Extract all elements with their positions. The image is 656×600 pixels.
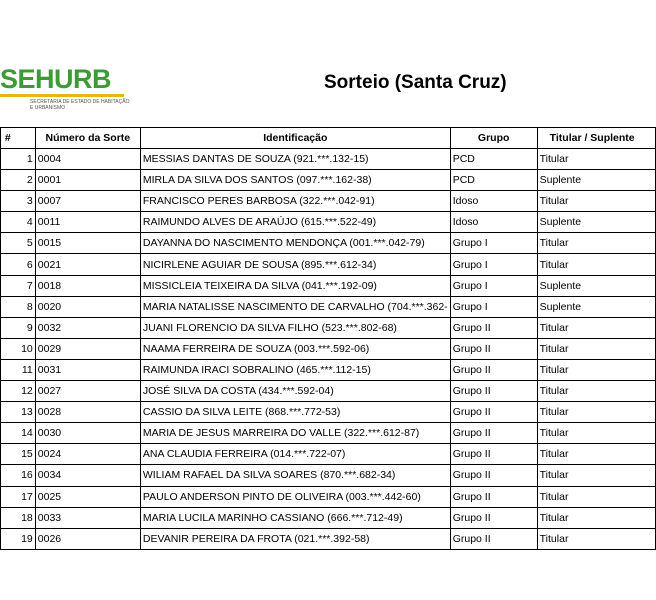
table-row [1,444,656,465]
row-group: Grupo II [450,359,537,380]
row-identification: DAYANNA DO NASCIMENTO MENDONÇA (001.***.042-79) [140,233,450,254]
table-row [1,465,656,486]
row-identification: PAULO ANDERSON PINTO DE OLIVEIRA (003.***.442-60) [140,486,450,507]
row-lucky-number: 0021 [35,254,140,275]
row-holder-substitute: Titular [537,338,655,359]
row-group: Grupo II [450,338,537,359]
row-group: Grupo II [450,381,537,402]
row-group: Grupo II [450,444,537,465]
table-row [1,528,656,549]
table-row [1,359,656,380]
table-row [1,423,656,444]
row-group: Grupo II [450,486,537,507]
table-row [1,507,656,528]
row-group: PCD [450,170,537,191]
table-row [1,275,656,296]
column-header-group: Grupo [450,128,537,149]
row-lucky-number: 0029 [35,338,140,359]
row-holder-substitute: Titular [537,486,655,507]
table-row [1,212,656,233]
row-group: Grupo II [450,317,537,338]
row-holder-substitute: Titular [537,528,655,549]
row-index: 5 [1,233,36,254]
row-identification: CASSIO DA SILVA LEITE (868.***.772-53) [140,402,450,423]
row-holder-substitute: Titular [537,423,655,444]
row-lucky-number: 0032 [35,317,140,338]
row-lucky-number: 0033 [35,507,140,528]
row-identification: MIRLA DA SILVA DOS SANTOS (097.***.162-38) [140,170,450,191]
table-row [1,233,656,254]
draw-results-table [0,127,656,550]
table-row [1,149,656,170]
row-holder-substitute: Titular [537,233,655,254]
row-holder-substitute: Titular [537,444,655,465]
row-holder-substitute: Titular [537,317,655,338]
column-header-lucky-number: Número da Sorte [35,128,140,149]
row-index: 14 [1,423,36,444]
row-identification: MARIA NATALISSE NASCIMENTO DE CARVALHO (704.***.362- [140,296,450,317]
row-identification: NICIRLENE AGUIAR DE SOUSA (895.***.612-34) [140,254,450,275]
row-identification: JUANI FLORENCIO DA SILVA FILHO (523.***.802-68) [140,317,450,338]
row-group: Grupo II [450,528,537,549]
row-lucky-number: 0007 [35,191,140,212]
row-index: 13 [1,402,36,423]
row-lucky-number: 0011 [35,212,140,233]
row-index: 1 [1,149,36,170]
row-holder-substitute: Suplente [537,212,655,233]
logo-underline [0,94,124,97]
row-lucky-number: 0030 [35,423,140,444]
row-identification: RAIMUNDA IRACI SOBRALINO (465.***.112-15) [140,359,450,380]
row-holder-substitute: Titular [537,191,655,212]
row-index: 4 [1,212,36,233]
row-holder-substitute: Titular [537,149,655,170]
row-identification: WILIAM RAFAEL DA SILVA SOARES (870.***.682-34) [140,465,450,486]
table-row [1,254,656,275]
table-row [1,338,656,359]
row-lucky-number: 0034 [35,465,140,486]
row-lucky-number: 0027 [35,381,140,402]
row-identification: RAIMUNDO ALVES DE ARAÚJO (615.***.522-49) [140,212,450,233]
row-lucky-number: 0018 [35,275,140,296]
table-header-row [1,128,656,149]
table-row [1,402,656,423]
row-index: 11 [1,359,36,380]
row-group: Idoso [450,191,537,212]
sehurb-logo [0,64,130,111]
table-row [1,317,656,338]
row-lucky-number: 0004 [35,149,140,170]
column-header-index: # [1,128,36,149]
row-index: 10 [1,338,36,359]
row-lucky-number: 0024 [35,444,140,465]
row-index: 7 [1,275,36,296]
row-holder-substitute: Suplente [537,296,655,317]
row-identification: ANA CLAUDIA FERREIRA (014.***.722-07) [140,444,450,465]
row-group: Grupo II [450,402,537,423]
row-group: PCD [450,149,537,170]
row-group: Grupo II [450,423,537,444]
row-lucky-number: 0026 [35,528,140,549]
row-holder-substitute: Titular [537,507,655,528]
row-index: 18 [1,507,36,528]
row-identification: MISSICLEIA TEIXEIRA DA SILVA (041.***.192-09) [140,275,450,296]
row-group: Grupo I [450,254,537,275]
row-index: 19 [1,528,36,549]
table-row [1,381,656,402]
row-group: Grupo I [450,275,537,296]
row-group: Grupo II [450,507,537,528]
row-holder-substitute: Suplente [537,170,655,191]
row-index: 15 [1,444,36,465]
row-identification: MESSIAS DANTAS DE SOUZA (921.***.132-15) [140,149,450,170]
row-index: 17 [1,486,36,507]
table-row [1,486,656,507]
row-lucky-number: 0001 [35,170,140,191]
row-lucky-number: 0028 [35,402,140,423]
column-header-holder-substitute: Titular / Suplente [537,128,655,149]
row-index: 6 [1,254,36,275]
row-index: 9 [1,317,36,338]
row-identification: JOSÉ SILVA DA COSTA (434.***.592-04) [140,381,450,402]
row-identification: FRANCISCO PERES BARBOSA (322.***.042-91) [140,191,450,212]
row-holder-substitute: Titular [537,402,655,423]
row-lucky-number: 0015 [35,233,140,254]
row-holder-substitute: Suplente [537,275,655,296]
logo-text: SEHURB [0,64,112,94]
row-group: Grupo I [450,296,537,317]
row-index: 12 [1,381,36,402]
row-identification: MARIA DE JESUS MARREIRA DO VALLE (322.***.612-87) [140,423,450,444]
row-holder-substitute: Titular [537,465,655,486]
row-index: 2 [1,170,36,191]
row-identification: DEVANIR PEREIRA DA FROTA (021.***.392-58) [140,528,450,549]
row-identification: NAAMA FERREIRA DE SOUZA (003.***.592-06) [140,338,450,359]
row-index: 8 [1,296,36,317]
row-lucky-number: 0031 [35,359,140,380]
column-header-identification: Identificação [140,128,450,149]
row-lucky-number: 0020 [35,296,140,317]
row-holder-substitute: Titular [537,359,655,380]
table-row [1,296,656,317]
row-index: 16 [1,465,36,486]
logo-subtitle: SECRETARIA DE ESTADO DE HABITAÇÃO E URBANISMO [30,99,130,111]
row-lucky-number: 0025 [35,486,140,507]
document-title: Sorteio (Santa Cruz) [324,72,507,93]
row-index: 3 [1,191,36,212]
row-group: Grupo II [450,465,537,486]
row-holder-substitute: Titular [537,254,655,275]
row-identification: MARIA LUCILA MARINHO CASSIANO (666.***.712-49) [140,507,450,528]
row-holder-substitute: Titular [537,381,655,402]
row-group: Grupo I [450,233,537,254]
table-row [1,191,656,212]
table-row [1,170,656,191]
row-group: Idoso [450,212,537,233]
